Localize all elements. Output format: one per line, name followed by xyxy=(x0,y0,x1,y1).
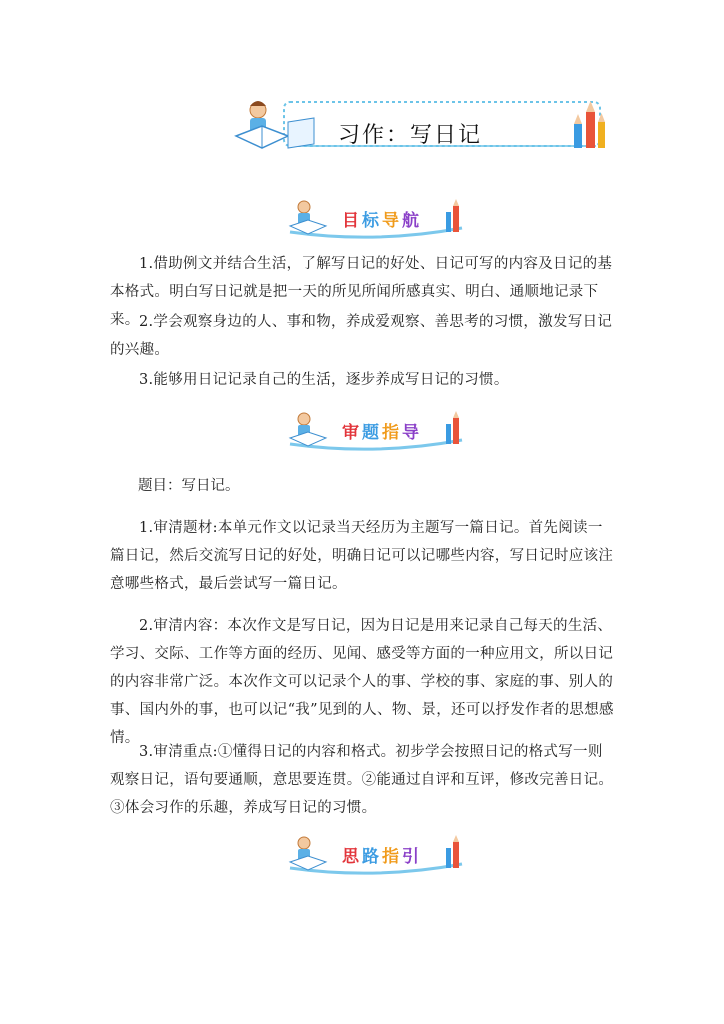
section-title-goal xyxy=(342,206,422,231)
section-char: 题 xyxy=(362,423,382,443)
goal-item: 2.学会观察身边的人、事和物，养成爱观察、善思考的习惯，激发写日记的兴趣。 xyxy=(110,314,613,358)
goal-item: 3.能够用日记记录自己的生活，逐步养成写日记的习惯。 xyxy=(139,372,509,388)
page-title: 习作：写日记 xyxy=(338,123,483,148)
section-char: 路 xyxy=(362,847,382,867)
section-char: 思 xyxy=(342,847,362,867)
review-item: 1.审清题材:本单元作文以记录当天经历为主题写一篇日记。首先阅读一篇日记，然后交流写日记的好处，明确日记可以记哪些内容，写日记时应该注意哪些格式，最后尝试写一篇日记。 xyxy=(110,520,614,592)
section-char: 标 xyxy=(362,211,382,231)
section-char: 导 xyxy=(382,211,402,231)
section-title-idea xyxy=(342,842,422,867)
review-item: 3.审清重点:①懂得日记的内容和格式。初步学会按照日记的格式写一则观察日记，语句要通顺，意思要连贯。②能通过自评和互评，修改完善日记。③体会习作的乐趣，养成写日记的习惯。 xyxy=(110,744,614,816)
child-reading-icon xyxy=(290,413,326,446)
pencils-icon xyxy=(446,411,459,444)
pencils-icon xyxy=(446,199,459,232)
section-title-review xyxy=(342,418,422,443)
goal-item: 1.借助例文并结合生活，了解写日记的好处、日记可写的内容及日记的基本格式。明白写日记就是把一天的所见所闻所感真实、明白、通顺地记录下来。 xyxy=(110,256,613,328)
section-char: 航 xyxy=(402,211,422,231)
pencils-icon xyxy=(446,835,459,868)
section-char: 导 xyxy=(402,423,422,443)
child-reading-icon xyxy=(290,201,326,234)
section-char: 指 xyxy=(382,847,402,867)
section-char: 指 xyxy=(382,423,402,443)
section-char: 审 xyxy=(342,423,362,443)
review-item: 2.审清内容：本次作文是写日记，因为日记是用来记录自己每天的生活、学习、交际、工作等方面的经历、见闻、感受等方面的一种应用文，所以日记的内容非常广泛。本次作文可以记录个人的事、学校的事、家庭的事、别人的事、国内外的事，也可以记“我”见到的人、物、景，还可以抒发作者的思想感情。 xyxy=(110,618,614,746)
section-char: 目 xyxy=(342,211,362,231)
section-char: 引 xyxy=(402,847,422,867)
child-reading-icon xyxy=(290,837,326,870)
topic-line: 题目：写日记。 xyxy=(138,478,240,494)
